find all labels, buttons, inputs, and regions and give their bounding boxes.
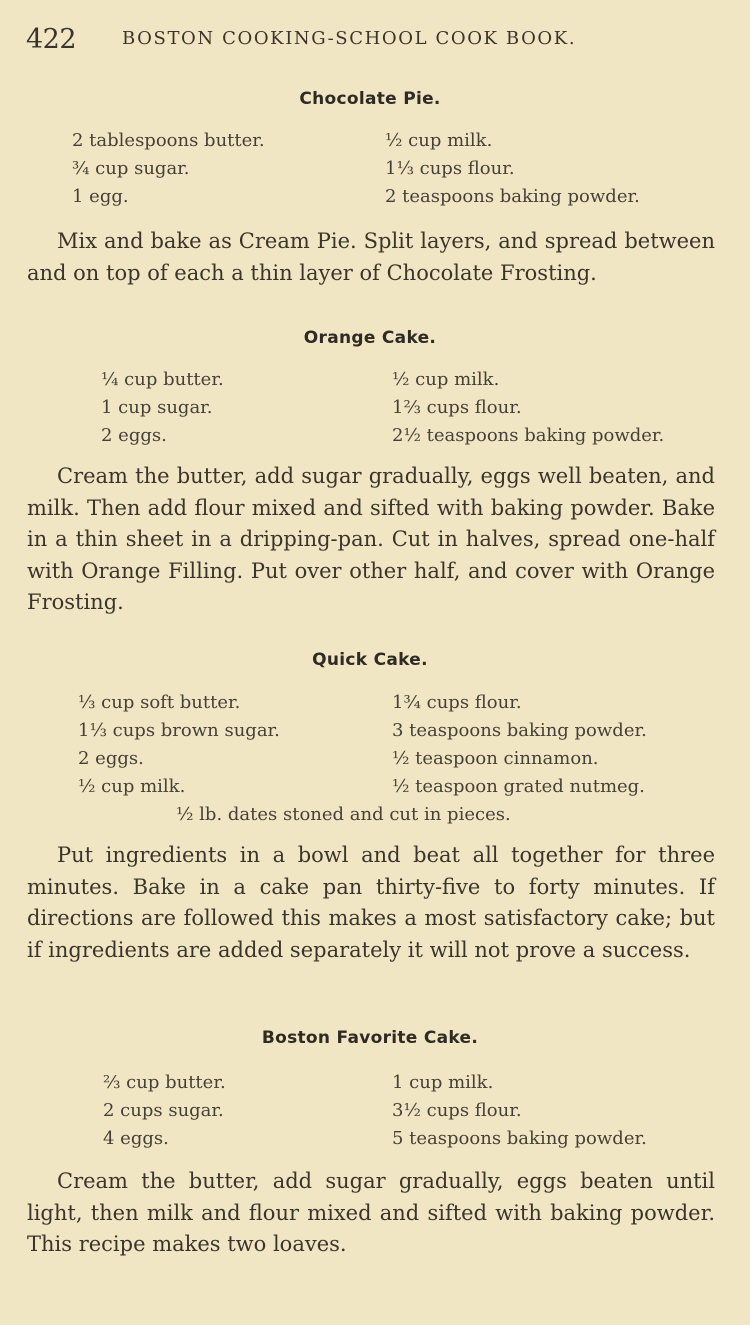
recipe-directions bbox=[27, 840, 715, 966]
ingredient: 1⅓ cups flour. bbox=[385, 158, 515, 179]
ingredient: 2 tablespoons butter. bbox=[72, 130, 265, 151]
page-number: 422 bbox=[26, 24, 77, 55]
ingredient: 1⅓ cups brown sugar. bbox=[78, 720, 280, 741]
ingredient: 4 eggs. bbox=[103, 1128, 169, 1149]
ingredient: 2 eggs. bbox=[78, 748, 144, 769]
running-title: BOSTON COOKING-SCHOOL COOK BOOK. bbox=[122, 28, 577, 49]
ingredient-list-right bbox=[392, 689, 647, 801]
recipe-title: Quick Cake. bbox=[312, 650, 428, 670]
recipe-directions bbox=[27, 461, 715, 619]
ingredient: 2 cups sugar. bbox=[103, 1100, 224, 1121]
recipe-title: Boston Favorite Cake. bbox=[261, 1028, 479, 1048]
ingredient: 1¾ cups flour. bbox=[392, 692, 522, 713]
directions-text: Cream the butter, add sugar gradually, eggs beaten until light, then milk and flour mixed and sifted with baking powder. This recipe makes two loaves. bbox=[27, 1169, 715, 1256]
ingredient-list-right bbox=[392, 1069, 647, 1153]
ingredient: 5 teaspoons baking powder. bbox=[392, 1128, 647, 1149]
ingredient: 2½ teaspoons baking powder. bbox=[392, 425, 665, 446]
ingredient: ¼ cup butter. bbox=[101, 369, 224, 390]
ingredient: 3 teaspoons baking powder. bbox=[392, 720, 647, 741]
ingredient: ½ cup milk. bbox=[385, 130, 493, 151]
recipe-title: Chocolate Pie. bbox=[299, 89, 441, 109]
page-header bbox=[26, 24, 720, 58]
recipe-directions bbox=[27, 226, 715, 289]
ingredient-list-left bbox=[78, 689, 280, 801]
ingredient: 1⅔ cups flour. bbox=[392, 397, 522, 418]
ingredient: ¾ cup sugar. bbox=[72, 158, 190, 179]
ingredient-list-left bbox=[72, 127, 265, 211]
ingredient: 2 eggs. bbox=[101, 425, 167, 446]
ingredient-extra: ½ lb. dates stoned and cut in pieces. bbox=[176, 804, 511, 825]
directions-text: Cream the butter, add sugar gradually, eggs well beaten, and milk. Then add flour mixed and sifted with baking powder. Bake in a thin sheet in a dripping-pan. Cut in halves, spread one-half with Orange Filling. Put over other half, and cover with Orange Frosting. bbox=[27, 464, 715, 614]
ingredient-list-left bbox=[103, 1069, 226, 1153]
ingredient: 1 cup sugar. bbox=[101, 397, 213, 418]
directions-text: Put ingredients in a bowl and beat all together for three minutes. Bake in a cake pan thirty-five to forty minutes. If directions are followed this makes a most satisfactory cake; but if ingredients are added separately it will not prove a success. bbox=[27, 843, 715, 962]
directions-text: Mix and bake as Cream Pie. Split layers, and spread between and on top of each a thin layer of Chocolate Frosting. bbox=[27, 229, 715, 285]
ingredient: 2 teaspoons baking powder. bbox=[385, 186, 640, 207]
ingredient: ½ teaspoon cinnamon. bbox=[392, 748, 599, 769]
ingredient: 1 cup milk. bbox=[392, 1072, 494, 1093]
ingredient: 1 egg. bbox=[72, 186, 129, 207]
recipe-title: Orange Cake. bbox=[303, 328, 437, 348]
ingredient: ⅔ cup butter. bbox=[103, 1072, 226, 1093]
ingredient: ½ teaspoon grated nutmeg. bbox=[392, 776, 645, 797]
ingredient: ½ cup milk. bbox=[392, 369, 500, 390]
ingredient-list-right bbox=[392, 366, 664, 450]
ingredient-list-left bbox=[101, 366, 224, 450]
ingredient: ⅓ cup soft butter. bbox=[78, 692, 241, 713]
recipe-directions bbox=[27, 1166, 715, 1261]
ingredient: ½ cup milk. bbox=[78, 776, 186, 797]
ingredient: 3½ cups flour. bbox=[392, 1100, 522, 1121]
ingredient-list-right bbox=[385, 127, 640, 211]
